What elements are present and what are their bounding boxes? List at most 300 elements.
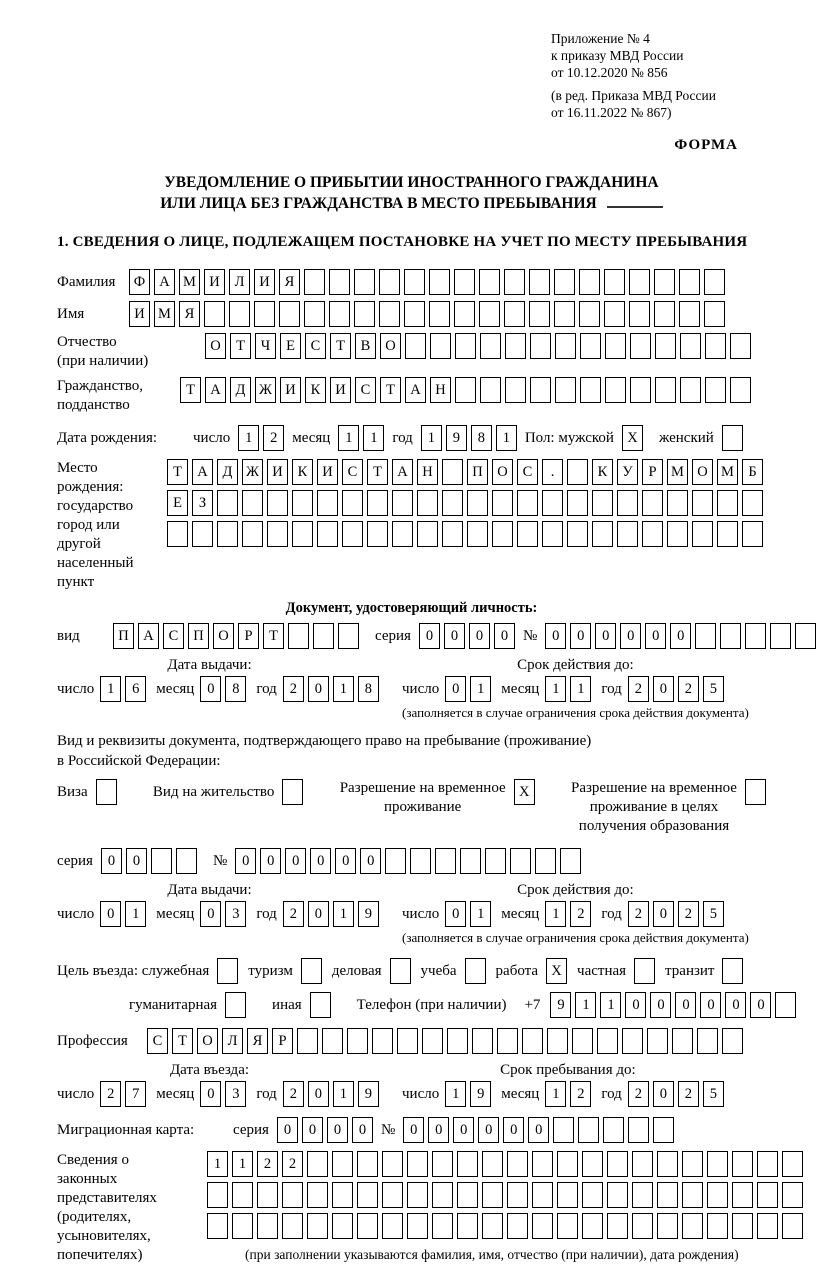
char-cell: 0 (445, 676, 466, 702)
issue-date-header: Дата выдачи: (167, 882, 252, 898)
permit-number-label: № (212, 852, 228, 869)
representatives-label-line: представителях (57, 1190, 157, 1206)
representatives-label-line: усыновителях, (57, 1228, 151, 1244)
phone-row (57, 992, 766, 1018)
patronymic-label-line1: Отчество (57, 334, 117, 350)
char-cell (628, 1117, 649, 1143)
char-cell (332, 1213, 353, 1239)
permit-valid-month-cells (545, 901, 591, 927)
char-cell (632, 1213, 653, 1239)
char-cell: 0 (645, 623, 666, 649)
char-cell (567, 521, 588, 547)
citizenship-cells (180, 377, 751, 403)
purpose-official-checkbox (217, 958, 238, 984)
year-label: год (601, 680, 622, 697)
char-cell (507, 1151, 528, 1177)
char-cell (722, 425, 743, 451)
surname-label: Фамилия (57, 273, 116, 290)
char-cell: Я (179, 301, 200, 327)
char-cell: 0 (200, 1081, 221, 1107)
permit-issue-day-cells (100, 901, 146, 927)
char-cell (517, 521, 538, 547)
char-cell (529, 301, 550, 327)
purpose-private (577, 958, 655, 984)
char-cell (579, 269, 600, 295)
char-cell (745, 623, 766, 649)
char-cell: В (355, 333, 376, 359)
entry-day-cells (100, 1081, 146, 1107)
char-cell: X (514, 779, 535, 805)
char-cell (207, 1213, 228, 1239)
char-cell (304, 269, 325, 295)
char-cell: 2 (628, 676, 649, 702)
visa-checkbox (96, 779, 117, 805)
char-cell: 6 (125, 676, 146, 702)
char-cell: 3 (225, 1081, 246, 1107)
char-cell (579, 301, 600, 327)
purpose-transit (665, 958, 743, 984)
char-cell (313, 623, 334, 649)
char-cell: Т (180, 377, 201, 403)
doc-number-label: № (522, 627, 538, 644)
char-cell (492, 490, 513, 516)
iddoc-issue-month-cells (200, 676, 246, 702)
char-cell: И (204, 269, 225, 295)
char-cell: 1 (338, 425, 359, 451)
char-cell (267, 521, 288, 547)
char-cell (782, 1182, 803, 1208)
char-cell (229, 301, 250, 327)
doc-type-cells (113, 623, 359, 649)
char-cell (432, 1182, 453, 1208)
char-cell (557, 1182, 578, 1208)
char-cell: 2 (283, 1081, 304, 1107)
birthdate-label: Дата рождения: (57, 429, 158, 446)
char-cell (379, 269, 400, 295)
permit-issue-month-cells (200, 901, 246, 927)
purpose-official-label: Цель въезда: служебная (57, 962, 210, 979)
char-cell (480, 333, 501, 359)
char-cell: 8 (225, 676, 246, 702)
blank-underline (607, 194, 663, 208)
day-label: число (57, 905, 95, 922)
char-cell: К (305, 377, 326, 403)
stay-year-cells (628, 1081, 724, 1107)
char-cell (757, 1151, 778, 1177)
char-cell (560, 848, 581, 874)
char-cell (357, 1151, 378, 1177)
migration-series-cells (277, 1117, 373, 1143)
char-cell: С (147, 1028, 168, 1054)
char-cell: Е (280, 333, 301, 359)
char-cell: П (188, 623, 209, 649)
char-cell (630, 333, 651, 359)
char-cell (657, 1151, 678, 1177)
phone-label: Телефон (при наличии) (356, 996, 507, 1013)
char-cell: А (205, 377, 226, 403)
char-cell (632, 1182, 653, 1208)
entry-month-cells (200, 1081, 246, 1107)
char-cell: Д (230, 377, 251, 403)
char-cell (429, 301, 450, 327)
char-cell (795, 623, 816, 649)
char-cell (492, 521, 513, 547)
char-cell (617, 521, 638, 547)
char-cell (604, 301, 625, 327)
char-cell (357, 1213, 378, 1239)
temp-permit-label-line2: проживание (384, 799, 462, 815)
migration-number-cells (403, 1117, 674, 1143)
char-cell (667, 521, 688, 547)
char-cell (482, 1182, 503, 1208)
iddoc-issue-block (57, 657, 372, 702)
char-cell (605, 333, 626, 359)
patronymic-field (57, 333, 766, 371)
char-cell (407, 1151, 428, 1177)
patronymic-label (57, 333, 205, 371)
char-cell: 0 (327, 1117, 348, 1143)
char-cell (679, 269, 700, 295)
char-cell: 0 (302, 1117, 323, 1143)
day-label: число (193, 429, 231, 446)
char-cell: У (617, 459, 638, 485)
day-label: число (57, 1085, 95, 1102)
char-cell (532, 1182, 553, 1208)
char-cell (447, 1028, 468, 1054)
char-cell: М (667, 459, 688, 485)
char-cell (707, 1213, 728, 1239)
char-cell (304, 301, 325, 327)
char-cell: Т (330, 333, 351, 359)
char-cell (582, 1213, 603, 1239)
profession-label: Профессия (57, 1032, 128, 1049)
char-cell (529, 269, 550, 295)
char-cell: Ч (255, 333, 276, 359)
char-cell (605, 377, 626, 403)
char-cell (517, 490, 538, 516)
char-cell (629, 301, 650, 327)
char-cell (630, 377, 651, 403)
form-title-line2 (57, 193, 766, 214)
birthplace-label-line4: населенный пункт (57, 555, 134, 590)
char-cell (680, 333, 701, 359)
char-cell: Т (263, 623, 284, 649)
char-cell (457, 1213, 478, 1239)
char-cell: 0 (653, 676, 674, 702)
char-cell: О (205, 333, 226, 359)
char-cell: 0 (670, 623, 691, 649)
purpose-other-label: иная (272, 996, 302, 1013)
char-cell: И (280, 377, 301, 403)
char-cell (96, 779, 117, 805)
temp-permit-option (340, 779, 535, 817)
char-cell (338, 623, 359, 649)
char-cell: 2 (570, 901, 591, 927)
char-cell: 1 (470, 676, 491, 702)
char-cell: М (179, 269, 200, 295)
doc-type-label: вид (57, 627, 80, 644)
citizenship-label-line1: Гражданство, (57, 378, 144, 394)
char-cell: 2 (628, 1081, 649, 1107)
char-cell: С (517, 459, 538, 485)
char-cell: 0 (335, 848, 356, 874)
permit-series-label: серия (57, 852, 93, 869)
birth-year-cells (421, 425, 517, 451)
char-cell (382, 1182, 403, 1208)
char-cell: Н (430, 377, 451, 403)
char-cell: 0 (625, 992, 646, 1018)
char-cell (742, 490, 763, 516)
month-label: месяц (156, 905, 195, 922)
char-cell (704, 301, 725, 327)
purpose-business (332, 958, 411, 984)
char-cell (254, 301, 275, 327)
char-cell (692, 490, 713, 516)
char-cell (505, 333, 526, 359)
purpose-work-checkbox (546, 958, 567, 984)
birthplace-label-line2: государство (57, 498, 134, 514)
char-cell: О (492, 459, 513, 485)
permit-doc-line1: Вид и реквизиты документа, подтверждающего право на пребывание (проживание) (57, 733, 592, 749)
char-cell (282, 1182, 303, 1208)
char-cell (432, 1151, 453, 1177)
sex-female-checkbox (722, 425, 743, 451)
purpose-study-label: учеба (420, 962, 457, 979)
char-cell (322, 1028, 343, 1054)
char-cell (732, 1182, 753, 1208)
month-label: месяц (501, 905, 540, 922)
char-cell (151, 848, 172, 874)
char-cell (580, 333, 601, 359)
char-cell: 1 (600, 992, 621, 1018)
char-cell: 9 (550, 992, 571, 1018)
iddoc-issue-day-cells (100, 676, 146, 702)
purpose-transit-label: транзит (665, 962, 715, 979)
char-cell (555, 333, 576, 359)
char-cell (342, 521, 363, 547)
residence-checkbox (282, 779, 303, 805)
identity-doc-field (57, 623, 766, 649)
char-cell (382, 1151, 403, 1177)
char-cell (442, 490, 463, 516)
edu-permit-checkbox (745, 779, 766, 805)
char-cell: 0 (545, 623, 566, 649)
char-cell (292, 490, 313, 516)
char-cell (307, 1213, 328, 1239)
char-cell (217, 958, 238, 984)
birthplace-cells-row2 (167, 490, 763, 516)
char-cell (704, 269, 725, 295)
char-cell: 0 (444, 623, 465, 649)
edu-permit-label (571, 779, 737, 836)
char-cell (301, 958, 322, 984)
stay-until-block (402, 1062, 734, 1107)
profession-field (57, 1028, 766, 1054)
char-cell: С (163, 623, 184, 649)
char-cell: О (692, 459, 713, 485)
char-cell (317, 490, 338, 516)
char-cell: Т (167, 459, 188, 485)
year-label: год (256, 1085, 277, 1102)
day-label: число (402, 680, 440, 697)
char-cell: 0 (308, 676, 329, 702)
char-cell (679, 301, 700, 327)
char-cell: 1 (545, 1081, 566, 1107)
temp-permit-label-line1: Разрешение на временное (339, 780, 506, 796)
char-cell (407, 1213, 428, 1239)
visa-option (57, 779, 117, 805)
char-cell (732, 1151, 753, 1177)
surname-cells (129, 269, 725, 295)
purpose-other (272, 992, 331, 1018)
month-label: месяц (292, 429, 331, 446)
char-cell (310, 992, 331, 1018)
representatives-field (57, 1151, 766, 1265)
char-cell: О (197, 1028, 218, 1054)
char-cell (354, 269, 375, 295)
char-cell (467, 490, 488, 516)
char-cell (457, 1182, 478, 1208)
char-cell: А (154, 269, 175, 295)
day-label: число (402, 905, 440, 922)
char-cell (617, 490, 638, 516)
char-cell (442, 521, 463, 547)
char-cell (392, 521, 413, 547)
iddoc-valid-year-cells (628, 676, 724, 702)
char-cell (385, 848, 406, 874)
char-cell (592, 521, 613, 547)
migration-series-label: серия (233, 1121, 269, 1138)
char-cell: 0 (260, 848, 281, 874)
char-cell (632, 1151, 653, 1177)
phone-cells (550, 992, 796, 1018)
citizenship-label-line2: подданство (57, 397, 130, 413)
header-note-line: к приказу МВД России (551, 48, 684, 63)
char-cell: 1 (100, 676, 121, 702)
char-cell: И (254, 269, 275, 295)
char-cell (697, 1028, 718, 1054)
char-cell (429, 269, 450, 295)
char-cell: 0 (620, 623, 641, 649)
month-label: месяц (501, 680, 540, 697)
birthplace-label-line1: Место рождения: (57, 460, 124, 495)
char-cell (745, 779, 766, 805)
firstname-label: Имя (57, 305, 85, 322)
birthplace-field (57, 459, 766, 592)
char-cell (167, 521, 188, 547)
char-cell (705, 377, 726, 403)
representatives-cells-row2 (207, 1182, 803, 1208)
identity-doc-header: Документ, удостоверяющий личность: (285, 600, 538, 616)
day-label: число (402, 1085, 440, 1102)
char-cell (422, 1028, 443, 1054)
permit-doc-text (57, 731, 766, 771)
char-cell (622, 1028, 643, 1054)
char-cell (782, 1151, 803, 1177)
section1-title: 1. СВЕДЕНИЯ О ЛИЦЕ, ПОДЛЕЖАЩЕМ ПОСТАНОВКЕ НА УЧЕТ ПО МЕСТУ ПРЕБЫВАНИЯ (57, 234, 748, 250)
char-cell (722, 1028, 743, 1054)
patronymic-cells (205, 333, 751, 359)
char-cell: О (380, 333, 401, 359)
char-cell: 9 (446, 425, 467, 451)
char-cell: Ф (129, 269, 150, 295)
char-cell: А (192, 459, 213, 485)
char-cell (342, 490, 363, 516)
purpose-other-checkbox (310, 992, 331, 1018)
char-cell (680, 377, 701, 403)
char-cell: Л (229, 269, 250, 295)
stay-month-cells (545, 1081, 591, 1107)
char-cell (367, 521, 388, 547)
purpose-private-label: частная (577, 962, 627, 979)
purpose-humanitarian-label: гуманитарная (129, 996, 218, 1013)
month-label: месяц (501, 1085, 540, 1102)
char-cell: 0 (277, 1117, 298, 1143)
char-cell (482, 1151, 503, 1177)
birthplace-cells-row1 (167, 459, 763, 485)
char-cell (397, 1028, 418, 1054)
purpose-official (57, 958, 238, 984)
char-cell (329, 269, 350, 295)
char-cell: 2 (678, 1081, 699, 1107)
char-cell: И (267, 459, 288, 485)
char-cell: И (129, 301, 150, 327)
birthplace-label-line3: город или другой (57, 517, 120, 552)
edu-permit-label-line2: проживание в целях (589, 799, 719, 815)
char-cell (454, 269, 475, 295)
representatives-label (57, 1151, 207, 1265)
char-cell: 0 (308, 901, 329, 927)
purpose-business-label: деловая (331, 962, 382, 979)
char-cell (553, 1117, 574, 1143)
form-title-line1: УВЕДОМЛЕНИЕ О ПРИБЫТИИ ИНОСТРАННОГО ГРАЖДАНИНА (164, 174, 659, 191)
char-cell: 1 (207, 1151, 228, 1177)
char-cell (225, 992, 246, 1018)
char-cell: 1 (333, 676, 354, 702)
char-cell (460, 848, 481, 874)
permit-type-row (57, 779, 766, 836)
purpose-humanitarian-checkbox (225, 992, 246, 1018)
char-cell: 1 (421, 425, 442, 451)
char-cell (782, 1213, 803, 1239)
char-cell (554, 301, 575, 327)
char-cell: 0 (100, 901, 121, 927)
char-cell: Т (172, 1028, 193, 1054)
char-cell (642, 490, 663, 516)
char-cell (535, 848, 556, 874)
char-cell (267, 490, 288, 516)
residence-option (153, 779, 303, 805)
form-title (57, 172, 766, 214)
entry-dates (57, 1062, 766, 1107)
char-cell: 0 (469, 623, 490, 649)
purpose-work-label: работа (495, 962, 539, 979)
char-cell: 0 (595, 623, 616, 649)
char-cell: К (292, 459, 313, 485)
char-cell: 0 (503, 1117, 524, 1143)
char-cell: 0 (445, 901, 466, 927)
char-cell (417, 490, 438, 516)
char-cell (607, 1213, 628, 1239)
char-cell (176, 848, 197, 874)
char-cell: 1 (125, 901, 146, 927)
char-cell: П (113, 623, 134, 649)
valid-date-header: Срок действия до: (517, 882, 634, 898)
char-cell: 7 (125, 1081, 146, 1107)
char-cell (367, 490, 388, 516)
char-cell: 0 (653, 901, 674, 927)
char-cell (217, 490, 238, 516)
